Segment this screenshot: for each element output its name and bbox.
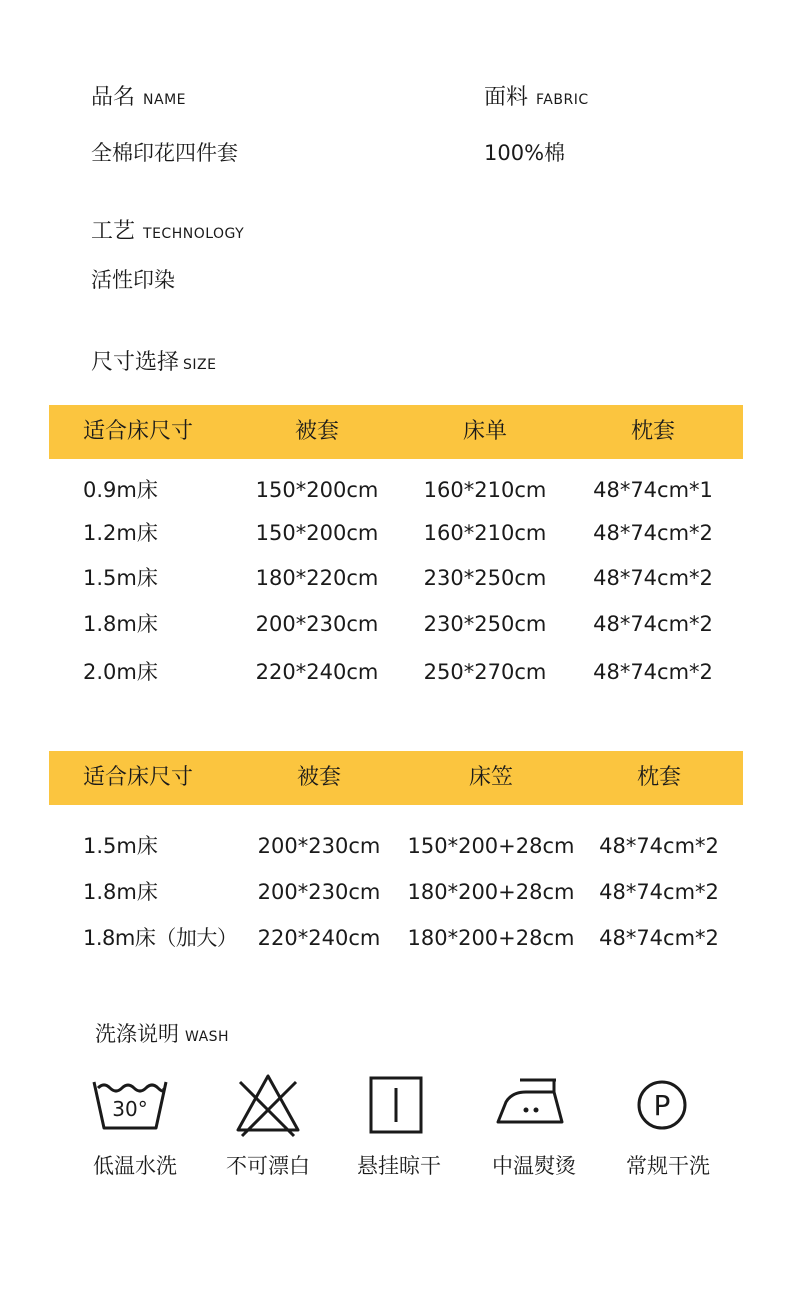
wash-caption-iron: 中温熨烫 [492, 1154, 576, 1178]
wash-caption-hang-dry: 悬挂晾干 [357, 1154, 441, 1178]
bed-size-cell: 1.8m床 [83, 880, 158, 904]
fabric-label-en: FABRIC [536, 92, 589, 108]
fitted-sheet-cell: 180*200+28cm [407, 926, 575, 950]
fitted-sheet-cell: 180*200+28cm [407, 880, 575, 904]
wash-caption-no-bleach: 不可漂白 [226, 1154, 310, 1178]
header-bed-size: 适合床尺寸 [83, 765, 194, 790]
table-row [49, 875, 743, 909]
header-bed-size: 适合床尺寸 [83, 419, 194, 444]
bed-size-cell: 2.0m床 [83, 660, 158, 684]
header-pillowcase: 枕套 [630, 419, 675, 444]
wash-label-en: WASH [185, 1029, 230, 1045]
bed-size-cell: 1.2m床 [83, 521, 158, 545]
bed-size-cell: 1.8m床（加大） [83, 926, 238, 950]
bed-size-cell: 1.5m床 [83, 834, 158, 858]
technology-value: 活性印染 [91, 268, 175, 292]
fabric-value: 100%棉 [484, 141, 566, 165]
pillowcase-cell: 48*74cm*2 [593, 660, 713, 684]
bed-size-cell: 1.8m床 [83, 612, 158, 636]
wash-heading [95, 1018, 229, 1048]
name-value: 全棉印花四件套 [91, 141, 238, 165]
bed-size-cell: 1.5m床 [83, 566, 158, 590]
duvet-cell: 220*240cm [257, 926, 381, 950]
header-duvet: 被套 [296, 765, 341, 790]
bed-size-cell: 0.9m床 [83, 478, 158, 502]
duvet-cell: 200*230cm [257, 880, 381, 904]
name-heading [91, 80, 186, 111]
fabric-heading [484, 80, 589, 111]
size-table-1-header [49, 405, 743, 459]
pillowcase-cell: 48*74cm*2 [593, 566, 713, 590]
header-duvet: 被套 [294, 419, 339, 444]
duvet-cell: 180*220cm [255, 566, 379, 590]
pillowcase-cell: 48*74cm*2 [593, 521, 713, 545]
table-row [49, 561, 743, 595]
size-heading [91, 345, 216, 376]
hang-dry-icon [356, 1070, 436, 1140]
table-row [49, 473, 743, 507]
wash-caption-dry-clean: 常规干洗 [626, 1154, 710, 1178]
sheet-cell: 160*210cm [423, 478, 547, 502]
size-label-en: SIZE [183, 357, 217, 373]
technology-heading [91, 214, 244, 245]
table-row [49, 921, 743, 955]
svg-text:30°: 30° [112, 1097, 148, 1121]
pillowcase-cell: 48*74cm*2 [593, 612, 713, 636]
no-bleach-icon [228, 1070, 308, 1140]
duvet-cell: 200*230cm [255, 612, 379, 636]
table-row [49, 607, 743, 641]
sheet-cell: 230*250cm [423, 612, 547, 636]
iron-medium-icon [492, 1070, 572, 1140]
duvet-cell: 150*200cm [255, 478, 379, 502]
size-label: 尺寸选择 [91, 350, 180, 375]
pillowcase-cell: 48*74cm*2 [599, 926, 719, 950]
dry-clean-p-icon [622, 1070, 702, 1140]
table-row [49, 655, 743, 689]
table-row [49, 516, 743, 550]
pillowcase-cell: 48*74cm*2 [599, 834, 719, 858]
technology-label-en: TECHNOLOGY [143, 226, 245, 242]
wash-caption-low-temp: 低温水洗 [93, 1154, 177, 1178]
header-fitted-sheet: 床笠 [468, 765, 513, 790]
size-table-2-header [49, 751, 743, 805]
fabric-label: 面料 [484, 85, 529, 110]
pillowcase-cell: 48*74cm*1 [593, 478, 713, 502]
sheet-cell: 250*270cm [423, 660, 547, 684]
wash-label: 洗涤说明 [95, 1022, 179, 1046]
table-row [49, 829, 743, 863]
header-sheet: 床单 [462, 419, 507, 444]
svg-text:P: P [653, 1089, 671, 1122]
duvet-cell: 150*200cm [255, 521, 379, 545]
duvet-cell: 200*230cm [257, 834, 381, 858]
technology-label: 工艺 [91, 219, 136, 244]
header-pillowcase: 枕套 [636, 765, 681, 790]
sheet-cell: 230*250cm [423, 566, 547, 590]
pillowcase-cell: 48*74cm*2 [599, 880, 719, 904]
name-label: 品名 [91, 85, 136, 110]
sheet-cell: 160*210cm [423, 521, 547, 545]
name-label-en: NAME [143, 92, 186, 108]
fitted-sheet-cell: 150*200+28cm [407, 834, 575, 858]
duvet-cell: 220*240cm [255, 660, 379, 684]
wash-30-icon [90, 1070, 170, 1140]
